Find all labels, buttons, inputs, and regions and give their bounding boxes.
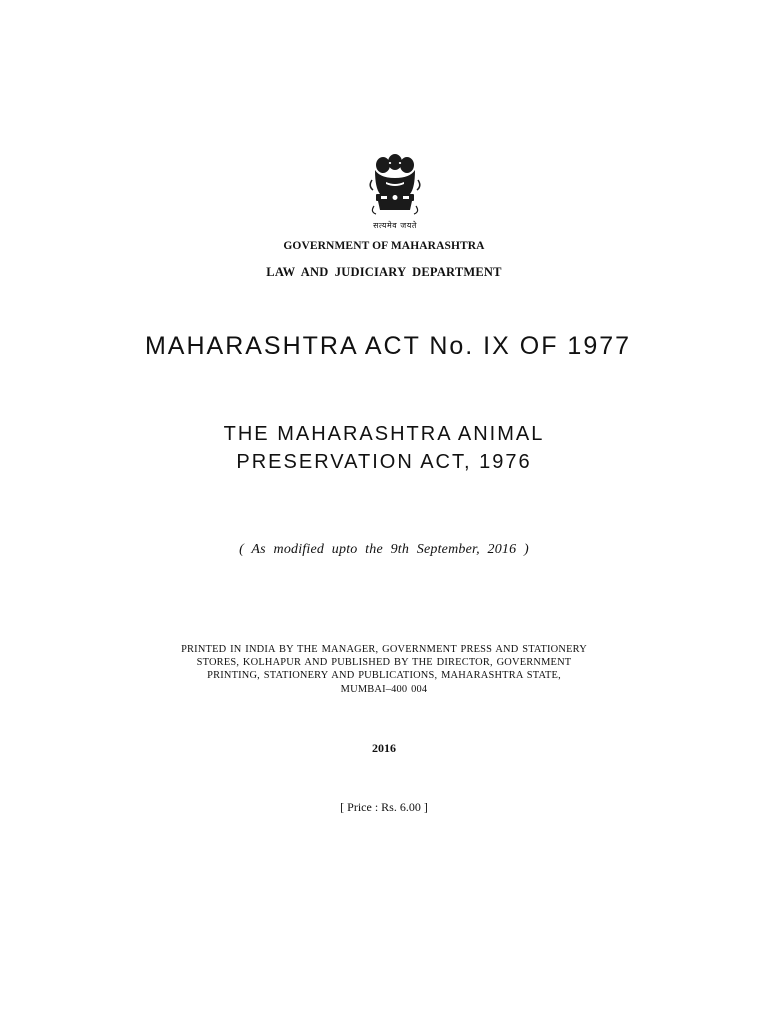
publisher-line-2: STORES, KOLHAPUR AND PUBLISHED BY THE DIRECTOR, GOVERNMENT bbox=[196, 657, 572, 669]
publisher-line-1: PRINTED IN INDIA BY THE MANAGER, GOVERNMENT PRESS AND STATIONERY bbox=[181, 644, 587, 655]
national-emblem-icon bbox=[366, 150, 424, 228]
modification-note: ( As modified upto the 9th September, 2016 ) bbox=[239, 542, 529, 557]
publication-year: 2016 bbox=[372, 741, 396, 755]
publisher-line-3: PRINTING, STATIONERY AND PUBLICATIONS, MAHARASHTRA STATE, bbox=[207, 670, 561, 682]
act-title bbox=[0, 420, 768, 476]
act-title-line-1: THE MAHARASHTRA ANIMAL bbox=[223, 423, 545, 445]
department-heading: LAW AND JUDICIARY DEPARTMENT bbox=[266, 265, 502, 279]
act-number: MAHARASHTRA ACT No. IX OF 1977 bbox=[144, 332, 632, 360]
publisher-block bbox=[0, 643, 768, 696]
act-title-line-2: PRESERVATION ACT, 1976 bbox=[236, 451, 532, 473]
price-label: [ Price : Rs. 6.00 ] bbox=[340, 800, 428, 814]
publisher-line-4: MUMBAI–400 004 bbox=[340, 683, 428, 695]
government-heading: GOVERNMENT OF MAHARASHTRA bbox=[283, 240, 485, 252]
emblem-motto: सत्यमेव जयते bbox=[373, 221, 417, 230]
